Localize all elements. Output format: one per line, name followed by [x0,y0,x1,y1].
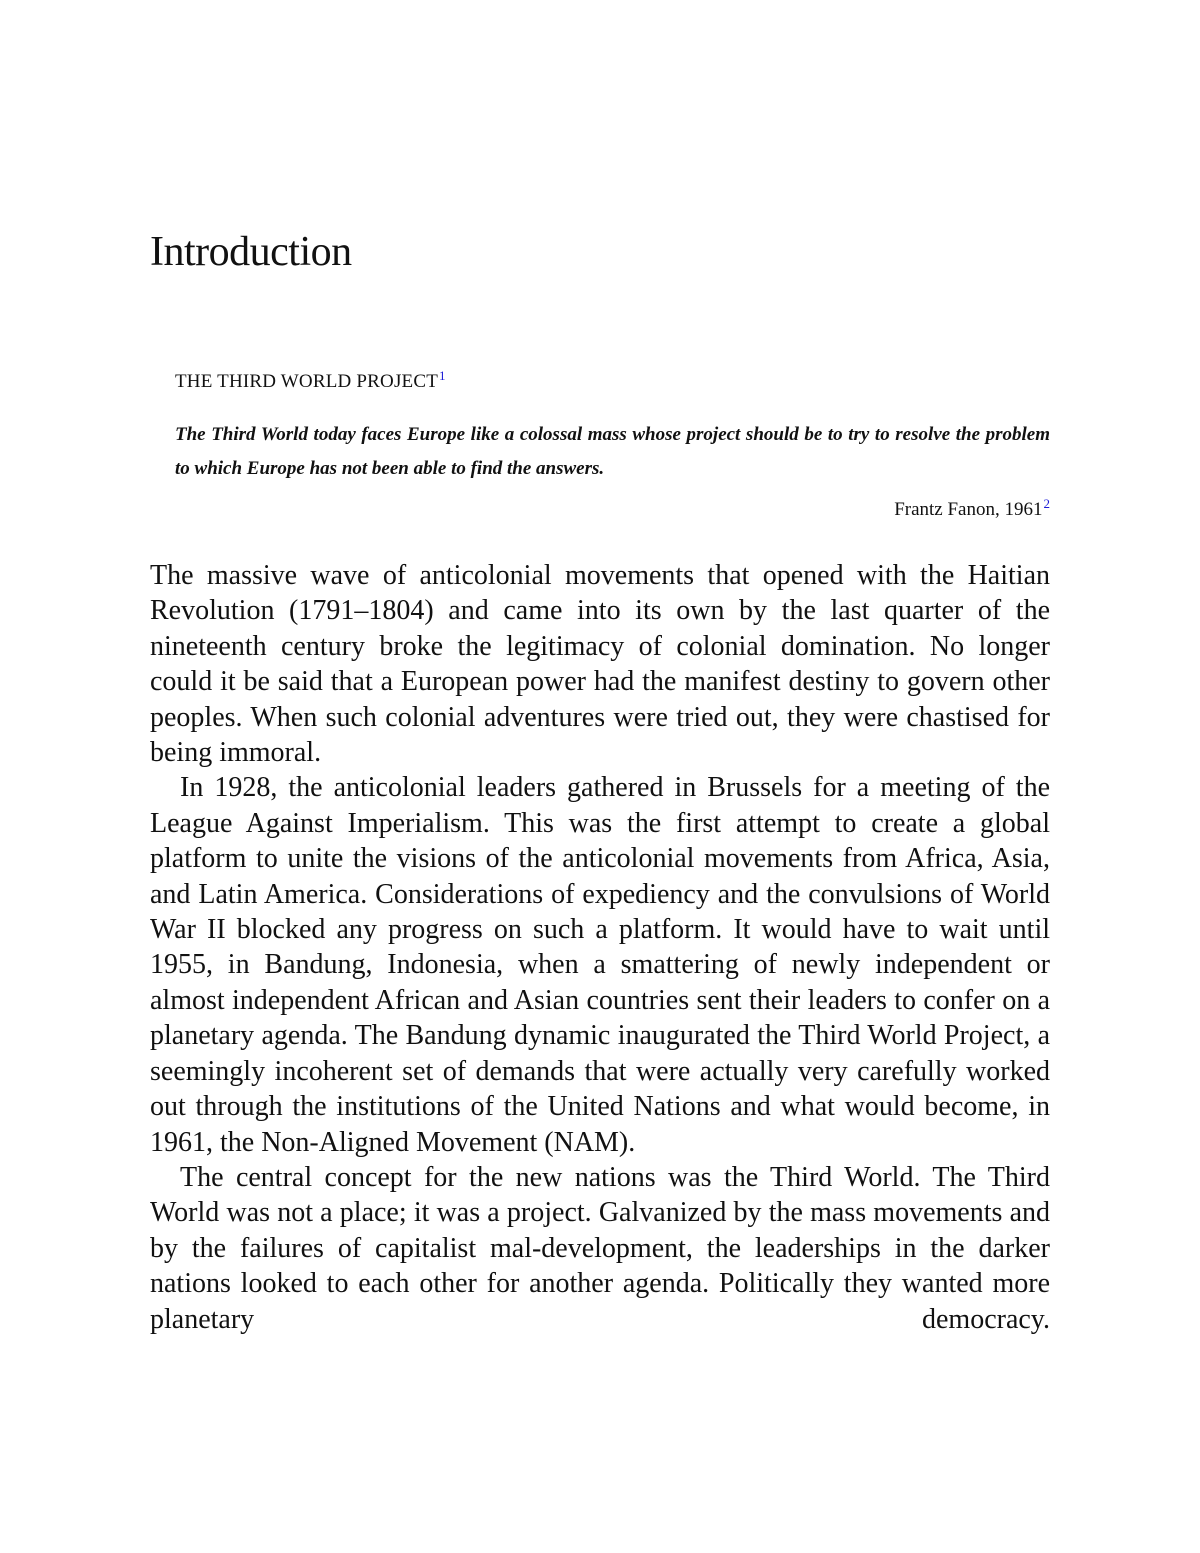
body-paragraph-1: The massive wave of anticolonial movements that opened with the Haitian Revolution (1791–1804) and came into its own by the last quarter of the nineteenth century broke the legitimacy of colonial domination. No longer could it be said that a European power had the manifest destiny to govern other peoples. When such colonial adventures were tried out, they were chastised for being immoral. [150,560,1050,769]
epigraph-attribution [894,496,1050,524]
footnote-link-1[interactable]: 1 [439,368,446,383]
footnote-link-2[interactable]: 2 [1043,496,1050,511]
body-text [150,558,1050,1337]
body-paragraph-2: In 1928, the anticolonial leaders gathered in Brussels for a meeting of the League Against Imperialism. This was the first attempt to create a global platform to unite the visions of the anticolonial movements from Africa, Asia, and Latin America. Considerations of expediency and the convulsions of World War II blocked any progress on such a platform. It would have to wait until 1955, in Bandung, Indonesia, when a smattering of newly independent or almost independent African and Asian countries sent their leaders to confer on a planetary agenda. The Bandung dynamic inaugurated the Third World Project, a seemingly incoherent set of demands that were actually very carefully worked out through the institutions of the United Nations and what would become, in 1961, the Non-Aligned Movement (NAM). [150,772,1050,1158]
chapter-title: Introduction [150,229,352,275]
attribution-text: Frantz Fanon, 1961 [894,499,1043,520]
section-heading [175,368,446,396]
body-paragraph-3: The central concept for the new nations was the Third World. The Third World was not a place; it was a project. Galvanized by the mass movements and by the failures of capitalist mal-development, the leaderships in the darker nations looked to each other for another agenda. Politically they wanted more planetary democracy. [150,1161,1050,1335]
section-heading-text: THE THIRD WORLD PROJECT [175,371,439,392]
epigraph-quote: The Third World today faces Europe like a colossal mass whose project should be to try to resolve the problem to which Europe has not been able to find the answers. [175,424,1050,479]
